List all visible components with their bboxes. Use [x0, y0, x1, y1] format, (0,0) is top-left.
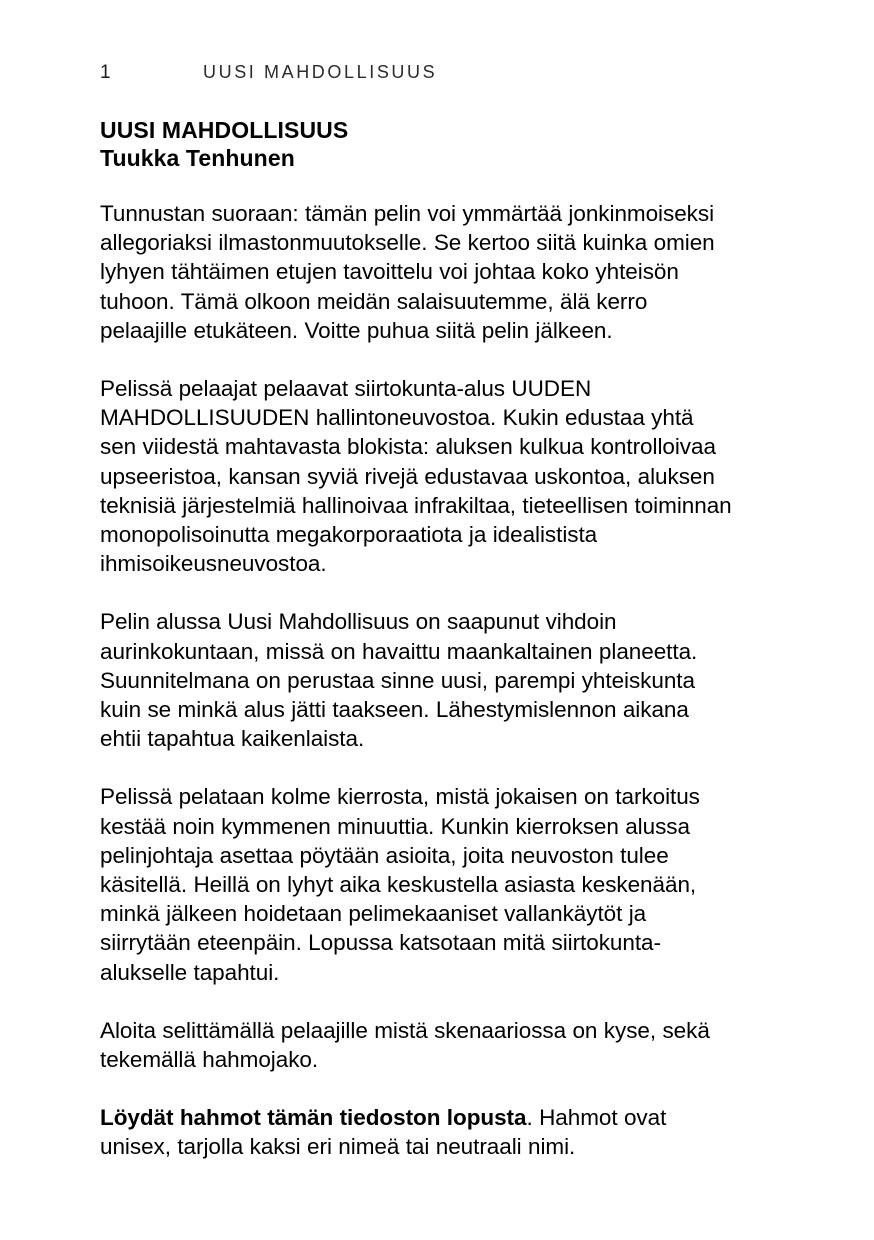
paragraph: Pelissä pelataan kolme kierrosta, mistä jokaisen on tarkoitus kestää noin kymmenen minuuttia. Kunkin kierroksen alussa pelinjohtaja asettaa pöytään asioita, joita neuvoston tulee käsitellä. Heillä on lyhyt aika keskustella asiasta keskenään, minkä jälkeen hoidetaan pelimekaaniset vallankäytöt ja siirrytään eteenpäin. Lopussa katsotaan mitä siirtokunta-alukselle tapahtui. — [100, 784, 700, 985]
body-text — [100, 199, 736, 1162]
page-number: 1 — [100, 62, 112, 83]
bold-lead-in: Löydät hahmot tämän tiedoston lopusta — [100, 1105, 527, 1131]
paragraph: Pelissä pelaajat pelaavat siirtokunta-alus UUDEN MAHDOLLISUUDEN hallintoneuvostoa. Kukin edustaa yhtä sen viidestä mahtavasta blokista: aluksen kulkua kontrolloivaa upseeristoa, kansan syviä rivejä edustavaa uskontoa, aluksen teknisiä järjestelmiä hallinoivaa infrakiltaa, tieteellisen toiminnan monopolisoinutta megakorporaatiota ja idealistista ihmisoikeusneuvostoa. — [100, 376, 732, 577]
document-title: UUSI MAHDOLLISUUS — [100, 117, 349, 143]
paragraph-characters-note — [100, 1103, 736, 1161]
document-author: Tuukka Tenhunen — [100, 145, 295, 171]
paragraph: Tunnustan suoraan: tämän pelin voi ymmärtää jonkinmoiseksi allegoriaksi ilmastonmuutokselle. Se kertoo siitä kuinka omien lyhyen tähtäimen etujen tavoittelu voi johtaa koko yhteisön tuhoon. Tämä olkoon meidän salaisuutemme, älä kerro pelaajille etukäteen. Voitte puhua siitä pelin jälkeen. — [100, 201, 715, 343]
paragraph: Aloita selittämällä pelaajille mistä skenaariossa on kyse, sekä tekemällä hahmojako. — [100, 1017, 710, 1073]
title-block — [100, 116, 740, 172]
paragraph-rest: . Hahmot ovat unisex, tarjolla kaksi eri nimeä tai neutraali nimi. — [100, 1105, 667, 1160]
running-header — [100, 62, 437, 84]
paragraph: Pelin alussa Uusi Mahdollisuus on saapunut vihdoin aurinkokuntaan, missä on havaittu maankaltainen planeetta. Suunnitelmana on perustaa sinne uusi, parempi yhteiskunta kuin se minkä alus jätti taakseen. Lähestymislennon aikana ehtii tapahtua kaikenlaista. — [100, 609, 698, 752]
running-header-title: UUSI MAHDOLLISUUS — [203, 62, 438, 82]
